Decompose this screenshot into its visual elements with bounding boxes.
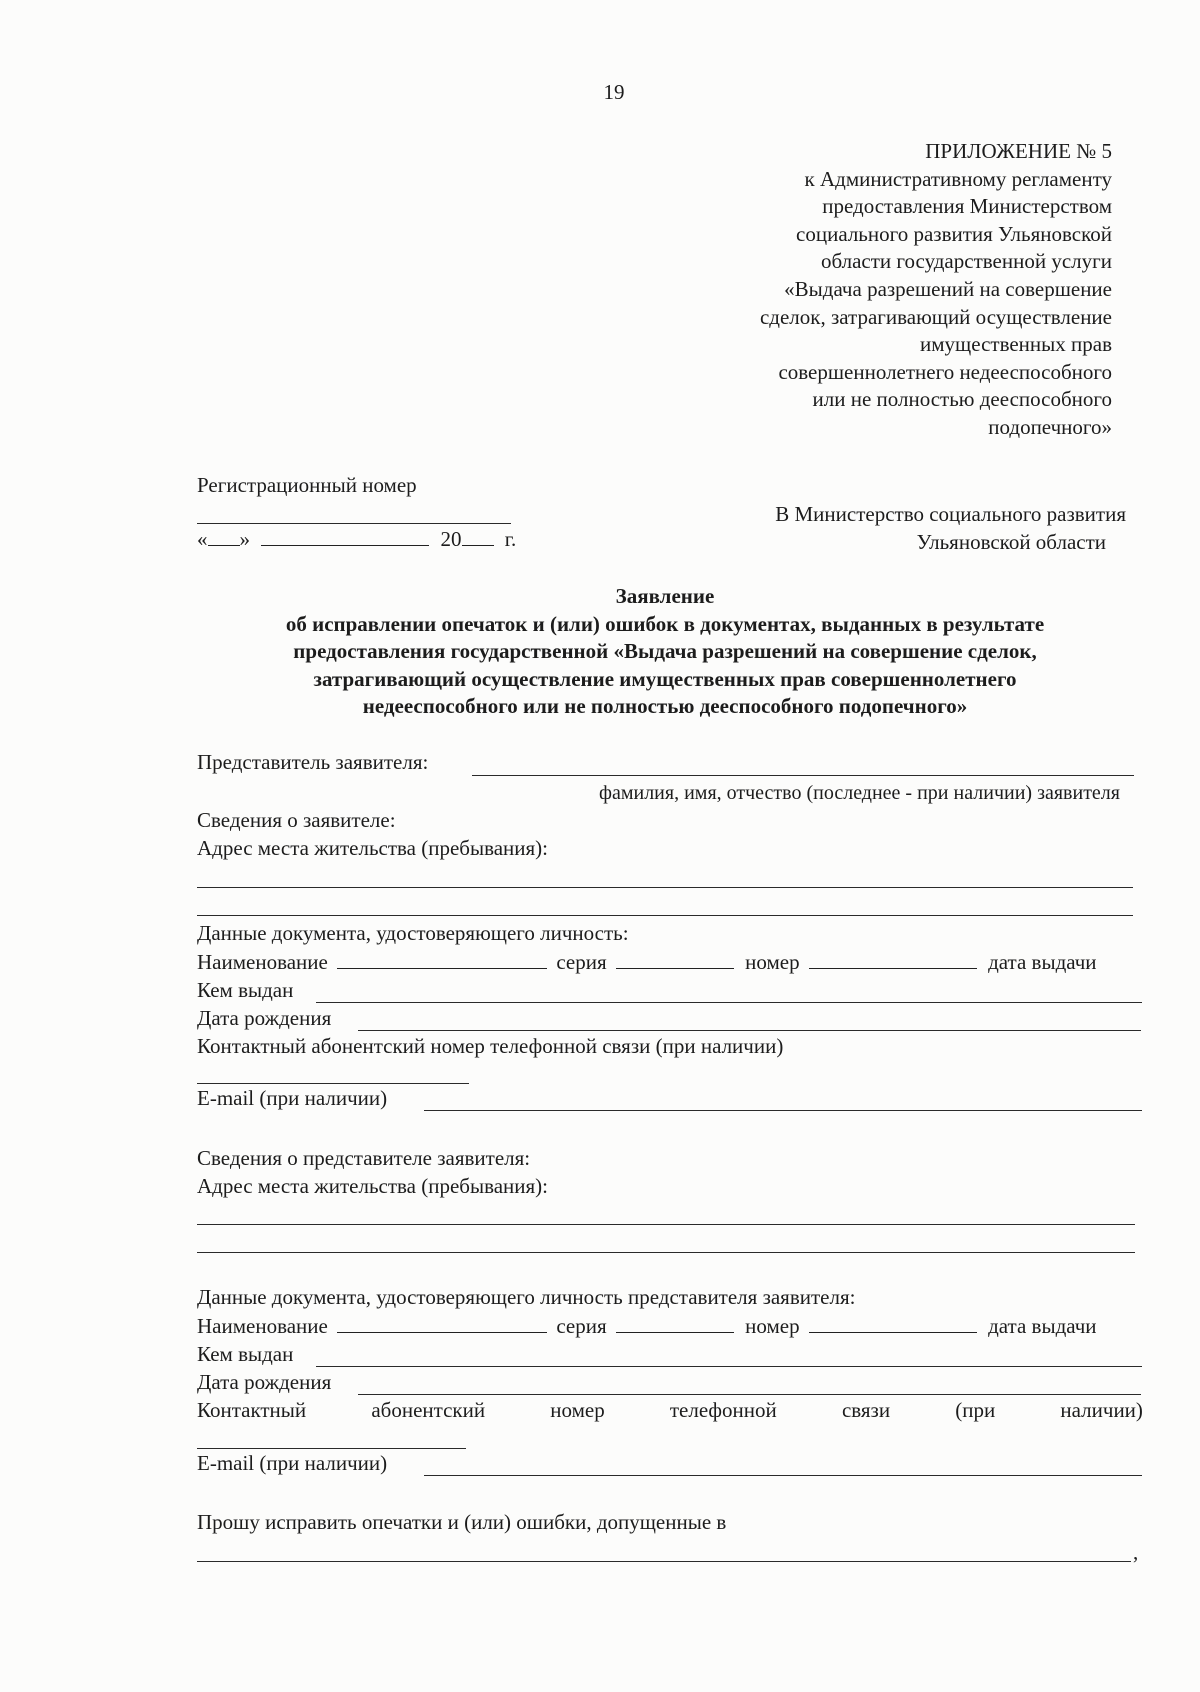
applicant-info-heading: Сведения о заявителе:: [197, 808, 396, 832]
addressee-block: [706, 500, 1126, 556]
addressee-line-1: В Министерство социального развития: [775, 502, 1126, 526]
title-line: недееспособного или не полностью дееспособного подопечного»: [362, 694, 968, 718]
rep-doc-name-field[interactable]: [337, 1331, 547, 1333]
doc-name-field[interactable]: [337, 967, 547, 969]
day-field[interactable]: [208, 544, 240, 546]
rep-phone-word: связи: [841, 1398, 891, 1422]
title-line: об исправлении опечаток и (или) ошибок в документах, выданных в результате: [285, 611, 1045, 636]
registration-number-line[interactable]: [197, 523, 511, 524]
phone-field[interactable]: [197, 1083, 469, 1084]
document-title: [150, 583, 1180, 721]
id-doc-row: [197, 950, 1141, 975]
appendix-line: совершеннолетнего недееспособного: [778, 359, 1112, 384]
appendix-line: области государственной услуги: [820, 249, 1112, 274]
appendix-line: социального развития Ульяновской: [796, 221, 1112, 246]
registration-date: [197, 527, 516, 552]
rep-birth-date-label: Дата рождения: [197, 1370, 332, 1394]
rep-series-label: серия: [556, 1314, 607, 1338]
appendix-line: к Административному регламенту: [804, 166, 1112, 191]
rep-phone-word: абонентский: [371, 1398, 486, 1422]
appendix-block: [552, 138, 1112, 442]
id-doc-label: Данные документа, удостоверяющего личность:: [197, 921, 629, 945]
representative-label: Представитель заявителя:: [197, 750, 429, 774]
number-field[interactable]: [809, 967, 977, 969]
rep-email-label: E-mail (при наличии): [197, 1451, 388, 1475]
appendix-line: имущественных прав: [920, 332, 1112, 357]
month-field[interactable]: [261, 544, 429, 546]
rep-phone-word: наличии): [1060, 1398, 1143, 1422]
rep-issued-by-label: Кем выдан: [197, 1342, 294, 1366]
appendix-line: предоставления Министерством: [822, 194, 1112, 219]
rep-info-heading: Сведения о представителе заявителя:: [197, 1146, 531, 1170]
rep-id-doc-label: Данные документа, удостоверяющего личность представителя заявителя:: [197, 1285, 856, 1309]
title-line: предоставления государственной «Выдача разрешений на совершение сделок,: [293, 639, 1037, 663]
rep-phone-label: [197, 1398, 1143, 1423]
birth-date-label: Дата рождения: [197, 1006, 332, 1030]
phone-label: Контактный абонентский номер телефонной связи (при наличии): [197, 1034, 784, 1058]
addressee-line-2: Ульяновской области: [916, 530, 1106, 554]
rep-address-label: Адрес места жительства (пребывания):: [197, 1174, 549, 1198]
representative-hint: фамилия, имя, отчество (последнее - при наличии) заявителя: [599, 782, 1120, 804]
appendix-heading: ПРИЛОЖЕНИЕ № 5: [925, 139, 1112, 163]
appendix-line: или не полностью дееспособного: [812, 387, 1112, 412]
date-open-quote: «: [197, 527, 208, 551]
title-line: Заявление: [615, 584, 715, 608]
rep-number-label: номер: [745, 1314, 800, 1338]
rep-name-label: Наименование: [197, 1314, 328, 1338]
rep-phone-word: номер: [550, 1398, 605, 1422]
appendix-line: подопечного»: [988, 414, 1112, 439]
address-line-2[interactable]: [197, 915, 1133, 916]
series-field[interactable]: [616, 967, 734, 969]
request-field[interactable]: [197, 1561, 1131, 1562]
page-number: 19: [603, 80, 625, 104]
number-label: номер: [745, 950, 800, 974]
rep-birth-date-field[interactable]: [358, 1394, 1141, 1395]
rep-issued-by-field[interactable]: [316, 1366, 1142, 1367]
issued-by-field[interactable]: [316, 1002, 1142, 1003]
rep-phone-word: телефонной: [669, 1398, 777, 1422]
rep-series-field[interactable]: [616, 1331, 734, 1333]
rep-phone-field[interactable]: [197, 1448, 466, 1449]
rep-phone-word: (при: [955, 1398, 996, 1422]
title-line: затрагивающий осуществление имущественных прав совершеннолетнего: [313, 666, 1017, 691]
address-line-1[interactable]: [197, 887, 1133, 888]
rep-id-doc-row: [197, 1314, 1141, 1339]
year-field[interactable]: [462, 544, 494, 546]
rep-address-line-1[interactable]: [197, 1224, 1135, 1225]
rep-issue-date-label: дата выдачи: [988, 1314, 1097, 1338]
address-label: Адрес места жительства (пребывания):: [197, 836, 549, 860]
rep-number-field[interactable]: [809, 1331, 977, 1333]
date-close-quote: »: [239, 527, 250, 551]
request-comma: ,: [1133, 1540, 1139, 1564]
issue-date-label: дата выдачи: [988, 950, 1097, 974]
series-label: серия: [556, 950, 607, 974]
email-label: E-mail (при наличии): [197, 1086, 388, 1110]
appendix-line: сделок, затрагивающий осуществление: [759, 304, 1112, 329]
issued-by-label: Кем выдан: [197, 978, 294, 1002]
representative-field[interactable]: [472, 775, 1134, 776]
year-prefix: 20: [440, 527, 462, 551]
rep-phone-word: Контактный: [197, 1398, 307, 1422]
year-suffix: г.: [504, 527, 517, 551]
registration-label: Регистрационный номер: [197, 473, 417, 497]
appendix-line: «Выдача разрешений на совершение: [784, 276, 1112, 301]
rep-address-line-2[interactable]: [197, 1252, 1135, 1253]
email-field[interactable]: [424, 1110, 1142, 1111]
rep-email-field[interactable]: [424, 1475, 1142, 1476]
request-text: Прошу исправить опечатки и (или) ошибки, допущенные в: [197, 1510, 727, 1534]
birth-date-field[interactable]: [358, 1030, 1141, 1031]
name-label: Наименование: [197, 950, 328, 974]
